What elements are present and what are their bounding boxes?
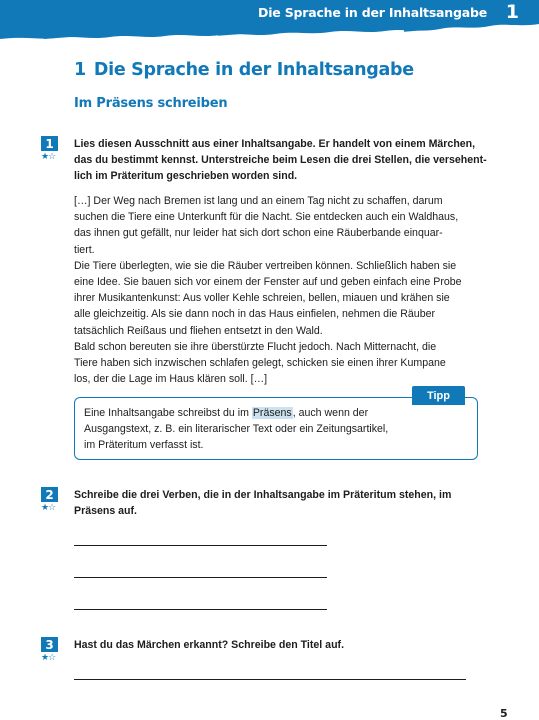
answer-line-task-2[interactable] [74,545,327,546]
excerpt-line: eine Idee. Sie bauen sich vor einem der Fenster auf und geben einfach eine Probe [74,276,462,289]
tipp-line-1 [84,405,464,421]
tipp-label: Tipp [412,386,465,405]
task-2-difficulty-stars: ★☆ [41,503,56,513]
tipp-line-1-after: , auch wenn der [292,407,369,419]
excerpt-line: suchen die Tiere eine Unterkunft für die Nacht. Sie entdecken auch ein Waldhaus, [74,211,459,224]
page-number: 5 [500,707,508,720]
excerpt-line: los, der die Lage im Haus klären soll. […] [74,373,268,386]
header-band [0,0,539,44]
excerpt-line: Die Tiere überlegten, wie sie die Räuber vertreiben können. Schließlich haben sie [74,259,457,272]
tipp-text [84,405,464,453]
section-title: Im Präsens schreiben [74,96,228,111]
task-3-badge: 3 [41,637,58,652]
excerpt-text [74,193,494,387]
excerpt-line: das ihnen gut gefällt, nur leider hat sich dort schon eine Räuberbande einquar- [74,227,443,240]
excerpt-line: alle gleichzeitig. Als sie dann noch in das Haus einfielen, nehmen die Räuber [74,308,436,321]
task-2-instruction-line: Präsens auf. [74,505,138,517]
excerpt-line: Tiere haben sich inzwischen schlafen gelegt, schicken sie einen ihrer Kumpane [74,357,446,370]
task-1-instruction-line: lich im Präteritum geschrieben worden sind. [74,170,298,182]
tipp-highlight: Präsens [252,407,292,419]
tipp-line-1-before: Eine Inhaltsangabe schreibst du im [84,407,252,419]
task-2-instruction [74,487,474,519]
header-chapter-number: 1 [505,1,519,23]
task-1-instruction [74,136,487,184]
task-1-instruction-line: das du bestimmt kennst. Unterstreiche beim Lesen die drei Stellen, die versehent- [74,154,487,166]
excerpt-line: tiert. [74,243,95,256]
task-3-instruction-line: Hast du das Märchen erkannt? Schreibe den Titel auf. [74,639,345,651]
task-3-instruction [74,637,474,653]
header-title: Die Sprache in der Inhaltsangabe [258,5,487,20]
excerpt-line: tatsächlich Reißaus und fliehen entsetzt in den Wald. [74,324,323,337]
chapter-title [74,60,414,80]
chapter-title-text: Die Sprache in der Inhaltsangabe [93,60,414,80]
answer-line-task-2[interactable] [74,577,327,578]
excerpt-line: Bald schon bereuten sie ihre überstürzte Flucht jedoch. Nach Mitternacht, die [74,340,437,353]
tipp-line-3: im Präteritum verfasst ist. [84,439,204,451]
excerpt-line: ihrer Musikantenkunst: Aus voller Kehle schreien, bellen, miauen und krähen sie [74,292,450,305]
task-1-difficulty-stars: ★☆ [41,152,56,162]
task-2-instruction-line: Schreibe die drei Verben, die in der Inhaltsangabe im Präteritum stehen, im [74,489,452,501]
task-1-instruction-line: Lies diesen Ausschnitt aus einer Inhaltsangabe. Er handelt von einem Märchen, [74,138,476,150]
answer-line-task-2[interactable] [74,609,327,610]
task-1-badge: 1 [41,136,58,151]
excerpt-line: […] Der Weg nach Bremen ist lang und an einem Tag nicht zu schaffen, darum [74,195,443,207]
chapter-number: 1 [74,60,86,80]
answer-line-task-3[interactable] [74,679,466,680]
task-2-badge: 2 [41,487,58,502]
tipp-line-2: Ausgangstext, z. B. ein literarischer Text oder ein Zeitungsartikel, [84,423,389,435]
task-3-difficulty-stars: ★☆ [41,653,56,663]
